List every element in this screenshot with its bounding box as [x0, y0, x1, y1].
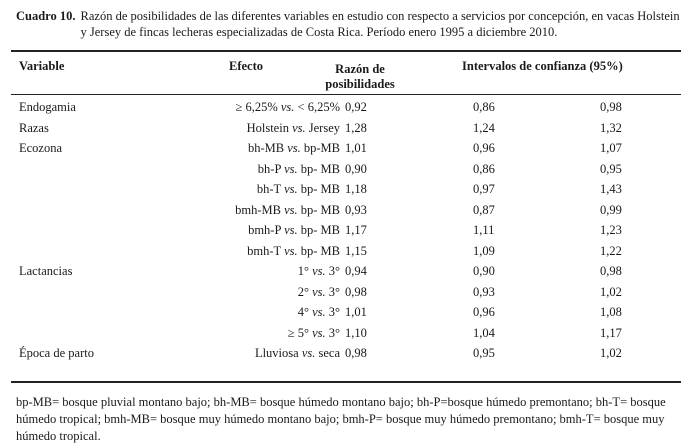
cell-ic-high: 1,32 [600, 120, 622, 135]
table-row [0, 282, 692, 302]
efecto-vs: vs. [284, 223, 298, 237]
cell-efecto [140, 343, 340, 363]
header-razon [315, 62, 405, 92]
cell-ic-low: 0,96 [473, 305, 495, 319]
cell-ic-low: 0,86 [473, 100, 495, 114]
table-row [0, 323, 692, 343]
table-caption [16, 8, 684, 40]
efecto-b: 3° [328, 325, 340, 340]
efecto-a: bh-P [257, 161, 281, 176]
cell-ic-high: 1,07 [600, 141, 622, 155]
efecto-vs: vs. [312, 325, 326, 340]
cell-ic-low: 1,09 [473, 243, 495, 258]
footnote: bp-MB= bosque pluvial montano bajo; bh-MB= bosque húmedo montano bajo; bh-P=bosque húmedo premontano; bh-T= bosque húmedo tropical; bmh-MB= bosque muy húmedo montano bajo; bmh-P= bosque muy húmedo premontano; bmh-T= bosque muy húmedo tropical. [16, 395, 666, 443]
efecto-vs: vs. [284, 182, 298, 196]
efecto-a: bmh-P [248, 223, 281, 237]
efecto-a: Holstein [246, 120, 289, 135]
caption-text: Razón de posibilidades de las diferentes variables en estudio con respecto a servicios por concepción, en vacas Holstein y Jersey de fincas lecheras especializadas de Costa Rica. Período enero 1995 a diciembre 2010. [80, 9, 680, 39]
cell-efecto [140, 200, 340, 220]
table-row [0, 138, 692, 158]
cell-ic-high: 0,99 [600, 202, 622, 217]
header-rule [11, 94, 681, 95]
efecto-vs: vs. [312, 305, 326, 319]
cell-variable: Endogamia [19, 100, 76, 114]
cell-ic-high: 0,95 [600, 161, 622, 176]
table-row [0, 241, 692, 261]
efecto-b: 3° [328, 264, 340, 278]
cell-efecto [140, 282, 340, 302]
cell-variable: Lactancias [19, 264, 73, 278]
cell-razon: 1,01 [345, 141, 367, 155]
table-row [0, 343, 692, 363]
efecto-b: bp- MB [300, 202, 340, 217]
efecto-vs: vs. [284, 161, 298, 176]
table-row [0, 261, 692, 281]
cell-razon: 1,10 [345, 325, 367, 340]
cell-ic-low: 0,96 [473, 141, 495, 155]
cell-razon: 0,98 [345, 346, 367, 360]
cell-ic-high: 1,17 [600, 325, 622, 340]
cell-ic-low: 1,04 [473, 325, 495, 340]
cell-ic-low: 1,11 [473, 223, 495, 237]
efecto-a: 2° [297, 284, 309, 299]
cell-ic-high: 1,02 [600, 284, 622, 299]
header-razon-line2: posibilidades [325, 77, 395, 91]
cell-ic-high: 1,43 [600, 182, 622, 196]
table-row [0, 159, 692, 179]
cell-ic-low: 0,86 [473, 161, 495, 176]
table-row [0, 200, 692, 220]
cell-efecto [140, 179, 340, 199]
efecto-vs: vs. [292, 120, 306, 135]
efecto-a: bmh-MB [235, 202, 281, 217]
cell-efecto [140, 138, 340, 158]
header-variable: Variable [19, 59, 65, 73]
efecto-b: bp- MB [300, 223, 340, 237]
efecto-vs: vs. [301, 346, 316, 360]
efecto-a: Lluviosa [254, 346, 299, 360]
efecto-a: bh-T [256, 182, 281, 196]
cell-razon: 0,90 [345, 161, 367, 176]
efecto-b: Jersey [308, 120, 340, 135]
efecto-a: 1° [297, 264, 309, 278]
efecto-a: ≥ 6,25% [235, 100, 278, 114]
efecto-vs: vs. [312, 264, 326, 278]
efecto-b: bp- MB [300, 243, 340, 258]
cell-razon: 0,92 [345, 100, 367, 114]
efecto-a: bmh-T [247, 243, 281, 258]
cell-ic-low: 1,24 [473, 120, 495, 135]
efecto-b: 3° [328, 305, 340, 319]
cell-ic-high: 1,23 [600, 223, 622, 237]
cell-razon: 1,01 [345, 305, 367, 319]
efecto-a: bh-MB [247, 141, 285, 155]
table-row [0, 118, 692, 138]
cell-ic-low: 0,87 [473, 202, 495, 217]
efecto-vs: vs. [287, 141, 301, 155]
cell-ic-high: 1,22 [600, 243, 622, 258]
efecto-b: < 6,25% [297, 100, 340, 114]
cell-ic-high: 1,08 [600, 305, 622, 319]
efecto-vs: vs. [284, 243, 298, 258]
cell-efecto [140, 118, 340, 138]
cell-ic-high: 0,98 [600, 100, 622, 114]
bottom-rule [11, 381, 681, 383]
table-row [0, 220, 692, 240]
table-row [0, 179, 692, 199]
efecto-b: bp-MB [303, 141, 340, 155]
table-row [0, 302, 692, 322]
header-efecto: Efecto [228, 59, 263, 73]
cell-ic-low: 0,93 [473, 284, 495, 299]
cell-variable: Ecozona [19, 141, 63, 155]
cell-razon: 1,15 [345, 243, 367, 258]
efecto-vs: vs. [284, 202, 298, 217]
cell-efecto [140, 241, 340, 261]
cell-razon: 0,93 [345, 202, 367, 217]
cell-razon: 1,18 [345, 182, 367, 196]
cell-ic-low: 0,97 [473, 182, 495, 196]
cell-efecto [140, 97, 340, 117]
cell-efecto [140, 220, 340, 240]
cell-razon: 1,17 [345, 223, 367, 237]
table-row [0, 97, 692, 117]
efecto-b: bp- MB [300, 182, 340, 196]
cell-variable: Época de parto [19, 346, 94, 360]
cell-efecto [140, 159, 340, 179]
caption-label: Cuadro 10. [16, 9, 76, 23]
cell-ic-low: 0,95 [473, 346, 495, 360]
efecto-vs: vs. [312, 284, 326, 299]
cell-razon: 0,94 [345, 264, 367, 278]
cell-efecto [140, 261, 340, 281]
top-rule [11, 50, 681, 52]
efecto-b: seca [318, 346, 340, 360]
cell-ic-high: 1,02 [600, 346, 622, 360]
cell-efecto [140, 323, 340, 343]
cell-razon: 1,28 [345, 120, 367, 135]
header-razon-line1: Razón de [335, 62, 385, 76]
efecto-b: bp- MB [300, 161, 340, 176]
cell-efecto [140, 302, 340, 322]
efecto-vs: vs. [280, 100, 295, 114]
efecto-a: ≥ 5° [287, 325, 309, 340]
cell-variable: Razas [19, 120, 49, 135]
cell-ic-high: 0,98 [600, 264, 622, 278]
efecto-b: 3° [328, 284, 340, 299]
cell-razon: 0,98 [345, 284, 367, 299]
efecto-a: 4° [297, 305, 309, 319]
header-intervalos: Intervalos de confianza (95%) [462, 59, 623, 73]
cell-ic-low: 0,90 [473, 264, 495, 278]
